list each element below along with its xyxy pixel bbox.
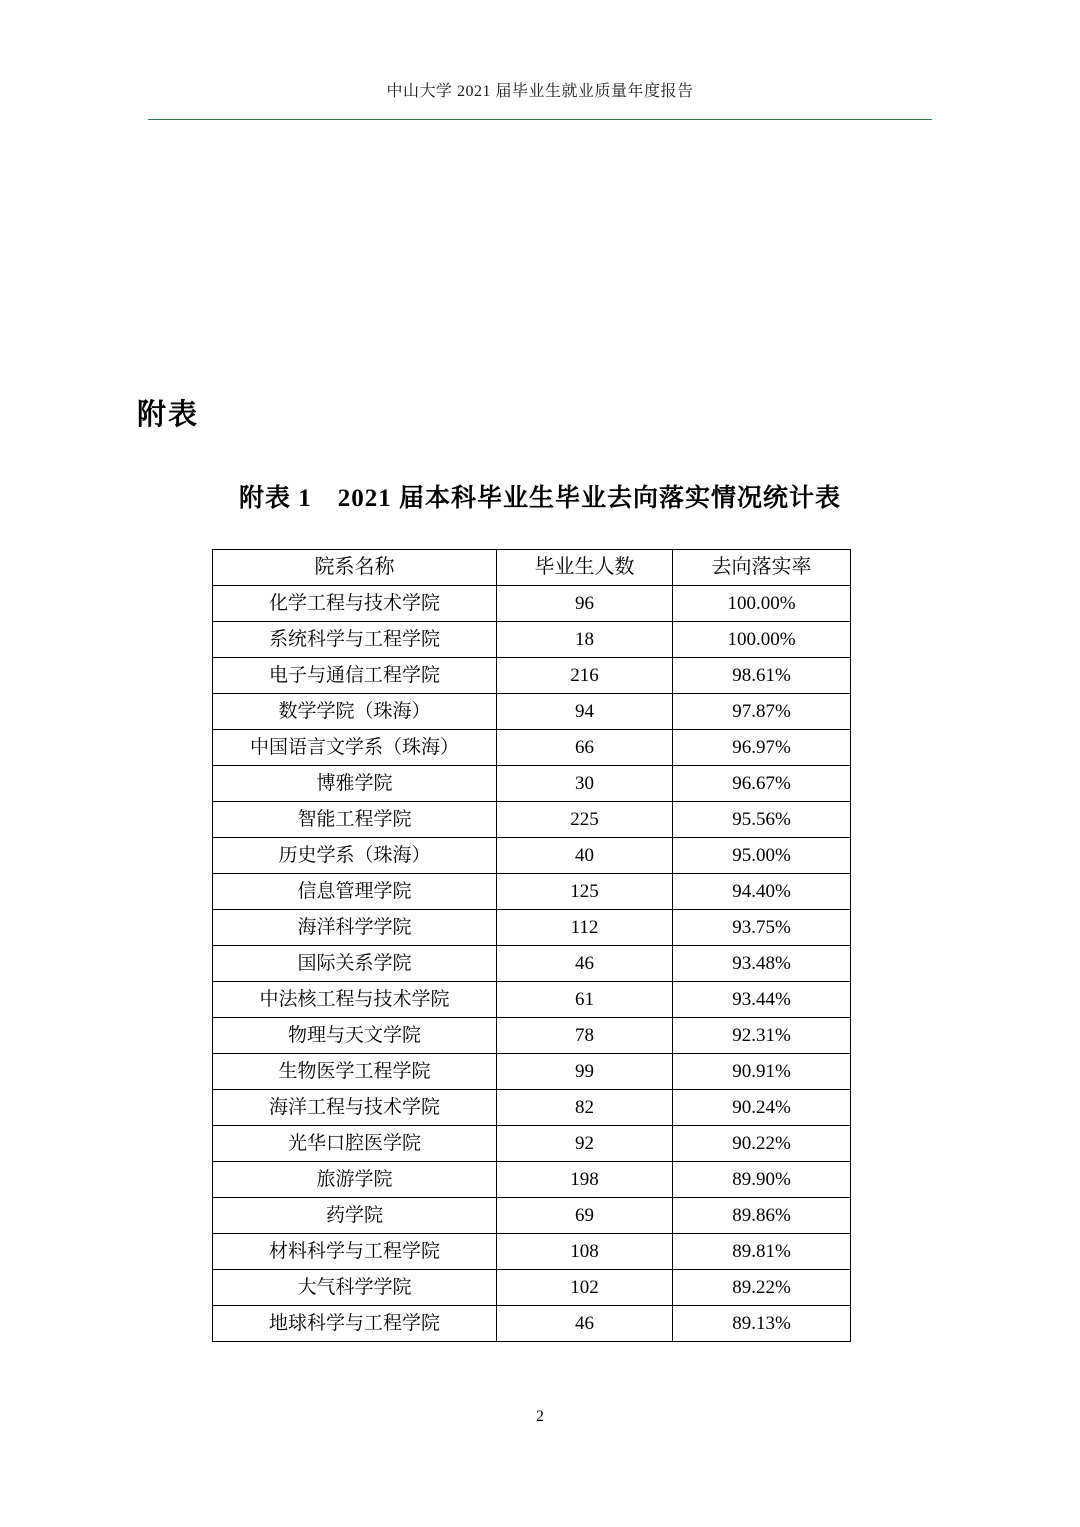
cell-rate: 89.81% bbox=[673, 1234, 851, 1270]
running-head: 中山大学 2021 届毕业生就业质量年度报告 bbox=[386, 83, 694, 100]
table-row bbox=[213, 1090, 851, 1126]
table-row bbox=[213, 910, 851, 946]
cell-department: 海洋工程与技术学院 bbox=[213, 1090, 497, 1126]
cell-rate: 100.00% bbox=[673, 586, 851, 622]
cell-department: 中国语言文学系（珠海） bbox=[213, 730, 497, 766]
cell-graduates: 69 bbox=[497, 1198, 673, 1234]
table-row bbox=[213, 874, 851, 910]
table-row bbox=[213, 946, 851, 982]
table-row bbox=[213, 766, 851, 802]
table-row bbox=[213, 586, 851, 622]
table-row bbox=[213, 1306, 851, 1342]
cell-rate: 90.24% bbox=[673, 1090, 851, 1126]
column-header-graduates: 毕业生人数 bbox=[497, 550, 673, 586]
cell-department: 大气科学学院 bbox=[213, 1270, 497, 1306]
statistics-table bbox=[212, 549, 851, 1342]
cell-department: 信息管理学院 bbox=[213, 874, 497, 910]
table-caption-number: 附表 1 bbox=[238, 485, 312, 512]
cell-graduates: 40 bbox=[497, 838, 673, 874]
cell-department: 物理与天文学院 bbox=[213, 1018, 497, 1054]
cell-graduates: 66 bbox=[497, 730, 673, 766]
cell-department: 生物医学工程学院 bbox=[213, 1054, 497, 1090]
cell-graduates: 108 bbox=[497, 1234, 673, 1270]
cell-department: 电子与通信工程学院 bbox=[213, 658, 497, 694]
cell-department: 智能工程学院 bbox=[213, 802, 497, 838]
cell-rate: 93.48% bbox=[673, 946, 851, 982]
cell-department: 系统科学与工程学院 bbox=[213, 622, 497, 658]
cell-department: 博雅学院 bbox=[213, 766, 497, 802]
column-header-department: 院系名称 bbox=[213, 550, 497, 586]
cell-department: 数学学院（珠海） bbox=[213, 694, 497, 730]
cell-graduates: 216 bbox=[497, 658, 673, 694]
cell-graduates: 18 bbox=[497, 622, 673, 658]
table-row bbox=[213, 1234, 851, 1270]
section-heading: 附表 bbox=[137, 399, 200, 431]
cell-rate: 90.22% bbox=[673, 1126, 851, 1162]
cell-department: 光华口腔医学院 bbox=[213, 1126, 497, 1162]
cell-rate: 89.13% bbox=[673, 1306, 851, 1342]
cell-department: 旅游学院 bbox=[213, 1162, 497, 1198]
cell-graduates: 46 bbox=[497, 946, 673, 982]
cell-department: 中法核工程与技术学院 bbox=[213, 982, 497, 1018]
table-header-row bbox=[213, 550, 851, 586]
table-row bbox=[213, 1162, 851, 1198]
cell-department: 历史学系（珠海） bbox=[213, 838, 497, 874]
cell-rate: 89.22% bbox=[673, 1270, 851, 1306]
cell-graduates: 94 bbox=[497, 694, 673, 730]
cell-graduates: 46 bbox=[497, 1306, 673, 1342]
table-row bbox=[213, 658, 851, 694]
statistics-table-wrapper bbox=[212, 549, 850, 1342]
table-row bbox=[213, 1054, 851, 1090]
cell-rate: 93.44% bbox=[673, 982, 851, 1018]
cell-graduates: 99 bbox=[497, 1054, 673, 1090]
header-divider bbox=[148, 119, 932, 120]
cell-rate: 89.86% bbox=[673, 1198, 851, 1234]
cell-graduates: 112 bbox=[497, 910, 673, 946]
cell-rate: 95.00% bbox=[673, 838, 851, 874]
cell-rate: 92.31% bbox=[673, 1018, 851, 1054]
table-row bbox=[213, 1270, 851, 1306]
cell-graduates: 61 bbox=[497, 982, 673, 1018]
table-row bbox=[213, 1018, 851, 1054]
page-number: 2 bbox=[536, 1408, 544, 1425]
cell-rate: 93.75% bbox=[673, 910, 851, 946]
table-caption-text: 2021 届本科毕业生毕业去向落实情况统计表 bbox=[337, 485, 842, 512]
cell-rate: 96.97% bbox=[673, 730, 851, 766]
cell-graduates: 30 bbox=[497, 766, 673, 802]
cell-graduates: 125 bbox=[497, 874, 673, 910]
cell-rate: 98.61% bbox=[673, 658, 851, 694]
cell-rate: 100.00% bbox=[673, 622, 851, 658]
cell-graduates: 225 bbox=[497, 802, 673, 838]
cell-department: 地球科学与工程学院 bbox=[213, 1306, 497, 1342]
table-row bbox=[213, 1126, 851, 1162]
cell-graduates: 198 bbox=[497, 1162, 673, 1198]
cell-graduates: 78 bbox=[497, 1018, 673, 1054]
cell-department: 国际关系学院 bbox=[213, 946, 497, 982]
cell-rate: 96.67% bbox=[673, 766, 851, 802]
cell-department: 化学工程与技术学院 bbox=[213, 586, 497, 622]
cell-rate: 94.40% bbox=[673, 874, 851, 910]
cell-department: 海洋科学学院 bbox=[213, 910, 497, 946]
cell-department: 材料科学与工程学院 bbox=[213, 1234, 497, 1270]
cell-graduates: 96 bbox=[497, 586, 673, 622]
cell-graduates: 92 bbox=[497, 1126, 673, 1162]
cell-rate: 90.91% bbox=[673, 1054, 851, 1090]
table-row bbox=[213, 622, 851, 658]
cell-department: 药学院 bbox=[213, 1198, 497, 1234]
cell-rate: 89.90% bbox=[673, 1162, 851, 1198]
column-header-rate: 去向落实率 bbox=[673, 550, 851, 586]
table-caption bbox=[148, 478, 932, 514]
cell-rate: 95.56% bbox=[673, 802, 851, 838]
cell-graduates: 82 bbox=[497, 1090, 673, 1126]
table-row bbox=[213, 694, 851, 730]
cell-graduates: 102 bbox=[497, 1270, 673, 1306]
table-row bbox=[213, 802, 851, 838]
table-row bbox=[213, 982, 851, 1018]
table-row bbox=[213, 730, 851, 766]
table-row bbox=[213, 838, 851, 874]
cell-rate: 97.87% bbox=[673, 694, 851, 730]
table-row bbox=[213, 1198, 851, 1234]
